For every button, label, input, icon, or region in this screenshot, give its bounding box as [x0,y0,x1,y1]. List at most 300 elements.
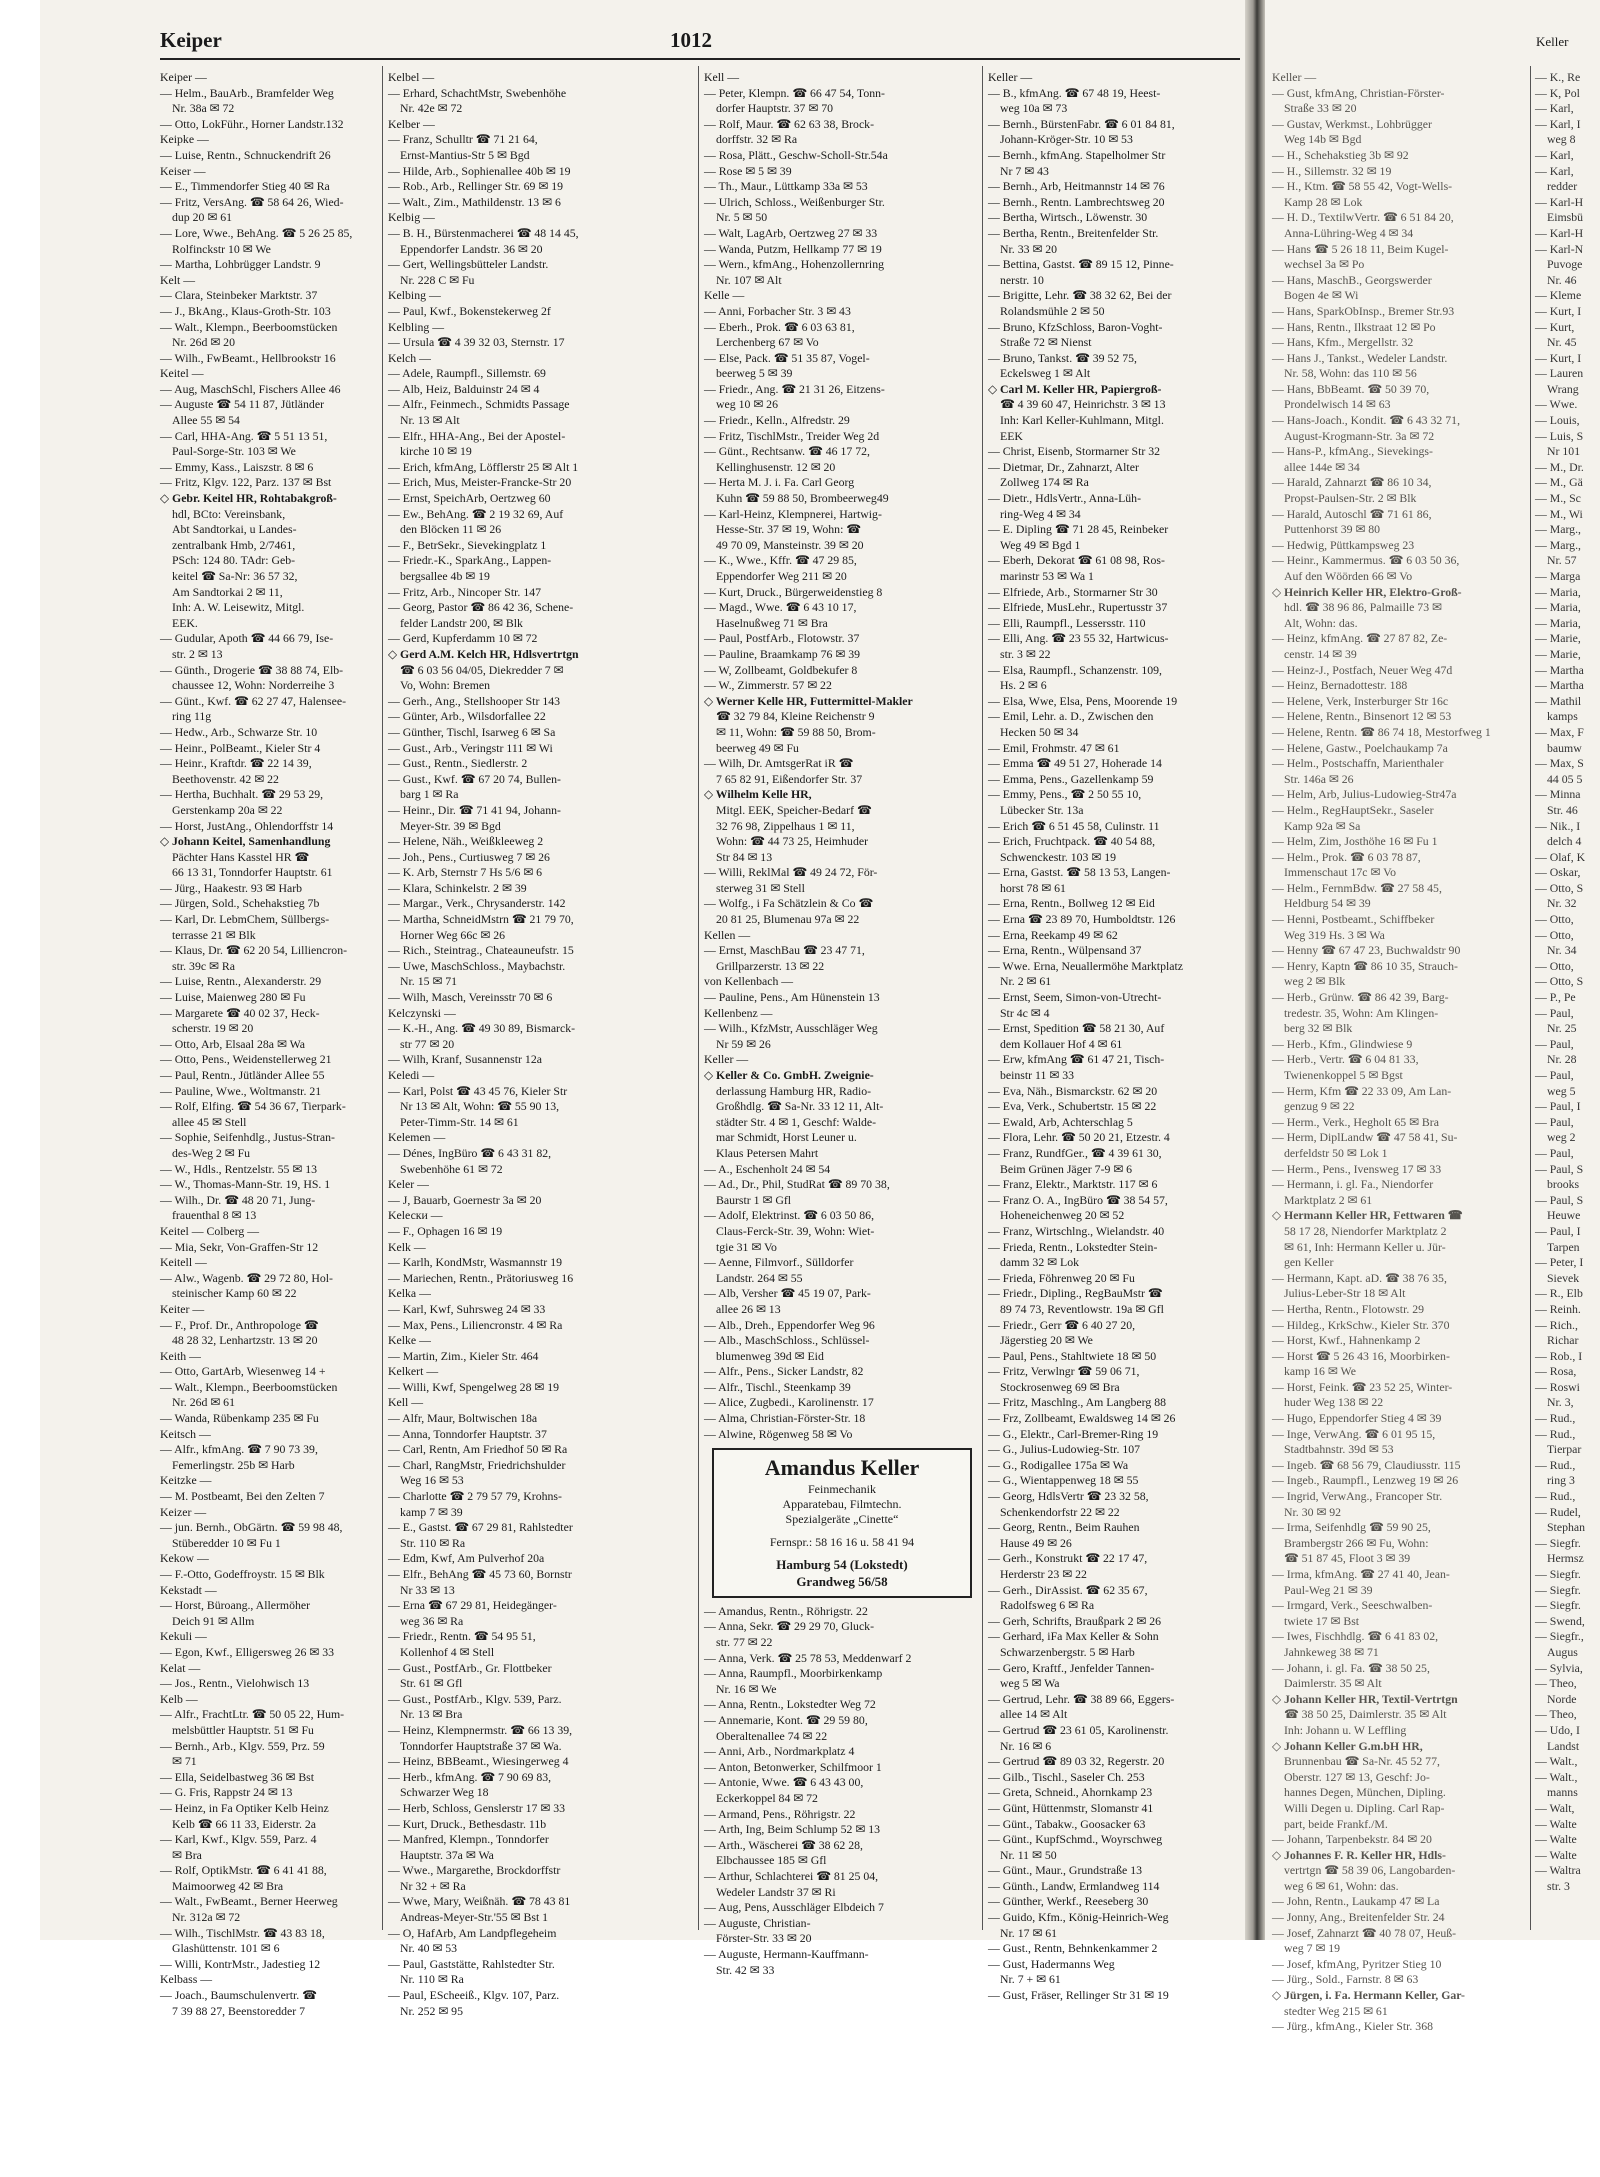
directory-entry: Julius-Leber-Str 18 ✉ Alt [1284,1286,1406,1301]
directory-entry: städter Str. 4 ✉ 1, Geschf: Walde- [716,1114,877,1129]
directory-entry: — Elli, Raumpfl., Lessersstr. 110 [988,615,1146,630]
directory-entry: — Elsa, Wwe, Elsa, Pens, Moorende 19 [988,693,1178,708]
directory-entry: Kelbing — [388,288,441,303]
directory-entry: — Klaus, Dr. ☎ 62 20 54, Lilliencron- [160,943,348,958]
directory-entry: — Günt., Rechtsanw. ☎ 46 17 72, [704,444,870,459]
directory-entry: Immenschaut 17c ✉ Vo [1284,865,1397,880]
directory-entry: — Eva, Verk., Schubertstr. 15 ✉ 22 [988,1099,1157,1114]
directory-entry: — B., kfmAng. ☎ 67 48 19, Heest- [988,85,1161,100]
directory-entry: — John, Rentn., Laukamp 47 ✉ La [1272,1894,1440,1909]
directory-entry: — Herb., Grünw. ☎ 86 42 39, Barg- [1272,990,1449,1005]
directory-entry: — Helene, Näh., Weißkleeweg 2 [388,834,544,849]
directory-entry: — M., Gä [1535,475,1583,490]
directory-entry: Stüberedder 10 ✉ Fu 1 [172,1535,281,1550]
directory-entry: vertrtgn ☎ 58 39 06, Langobarden- [1284,1863,1456,1878]
directory-entry: ✉ 61, Inh: Hermann Keller u. Jür- [1284,1239,1446,1254]
directory-entry: — Manfred, Klempn., Tonndorfer [388,1832,549,1847]
directory-entry: — Christ, Eisenb, Stormarner Str 32 [988,444,1161,459]
directory-entry: ☎ 51 87 45, Floot 3 ✉ 39 [1284,1551,1411,1566]
directory-entry: — Alb., Dreh., Eppendorfer Weg 96 [704,1317,875,1332]
directory-entry: Haselnußweg 71 ✉ Bra [716,615,828,630]
directory-entry: — Rolf, OptikMstr. ☎ 6 41 41 88, [160,1863,327,1878]
directory-entry: — Magd., Wwe. ☎ 6 43 10 17, [704,600,857,615]
directory-entry: — Rosa, [1535,1364,1577,1379]
directory-entry: — Bernh., BürstenFabr. ☎ 6 01 84 81, [988,116,1175,131]
directory-entry: Keller — [1272,70,1317,84]
directory-entry: beerweg 5 ✉ 39 [716,366,793,381]
directory-entry: Norde [1547,1691,1577,1706]
directory-entry: — Alfr., Tischl., Steenkamp 39 [704,1379,851,1394]
directory-entry: Stockrosenweg 69 ✉ Bra [1000,1379,1120,1394]
ad-line: Spezialgeräte „Cinette“ [785,1511,899,1526]
directory-entry: Herderstr 23 ✉ 22 [1000,1567,1087,1581]
directory-entry: Willi Degen u. Dipling. Carl Rap- [1284,1800,1445,1815]
directory-entry: kamp 16 ✉ We [1284,1364,1356,1379]
directory-entry: ☎ 32 79 84, Kleine Reichenstr 9 [716,709,875,724]
directory-entry: derlassung Hamburg HR, Radio- [716,1083,872,1098]
left-margin [0,0,40,1940]
directory-entry: tgie 31 ✉ Vo [716,1239,777,1254]
directory-entry: — Siegfr. [1535,1535,1581,1550]
directory-entry: Keitel — [160,366,204,381]
directory-entry: — M., Sc [1535,491,1581,506]
directory-entry: — Johann, Tarpenbekstr. 84 ✉ 20 [1272,1832,1432,1847]
directory-entry: — Friedr., Kelln., Alfredstr. 29 [704,413,850,428]
right-page-keyword: Keller [1536,34,1569,49]
directory-entry: Nr. 30 ✉ 92 [1284,1504,1342,1519]
directory-entry: ◇ Hermann Keller HR, Fettwaren ☎ [1272,1208,1463,1223]
directory-entry: Keitell — [160,1255,207,1270]
directory-entry: Tarpen [1547,1239,1580,1254]
directory-entry: — Heinz, BBBeamt., Wiesingerweg 4 [388,1754,569,1769]
directory-entry: Prondelwisch 14 ✉ 63 [1284,397,1391,412]
directory-entry: delch 4 [1547,834,1582,849]
directory-entry: Hesse-Str. 37 ✉ 19, Wohn: ☎ [716,522,861,537]
directory-entry: — Fritz, Maschlng., Am Langberg 88 [988,1395,1167,1410]
directory-entry: — Jos., Rentn., Vielohwisch 13 [160,1676,310,1691]
directory-entry: — Harald, Autoschl ☎ 71 61 86, [1272,506,1432,521]
directory-entry: Nr. 26d ✉ 20 [172,335,235,350]
directory-entry: — Bertha, Wirtsch., Löwenstr. 30 [988,210,1148,225]
directory-entry: Allee 55 ✉ 54 [172,413,240,428]
directory-entry: — Iwes, Fischhdlg. ☎ 6 41 83 02, [1272,1629,1439,1644]
directory-entry: — Hedwig, Püttkampsweg 23 [1272,537,1415,552]
directory-entry: — Ernst, Spedition ☎ 58 21 30, Auf [988,1021,1165,1036]
directory-entry: — Bernh., Arb., Klgv. 559, Prz. 59 [160,1738,325,1753]
directory-entry: — Harald, Zahnarzt ☎ 86 10 34, [1272,475,1432,490]
directory-entry: — Otto, Arb, Elsaal 28a ✉ Wa [160,1036,306,1051]
directory-entry: Nr. 15 ✉ 71 [400,974,458,989]
directory-entry: — Elfriede, MusLehr., Rupertusstr 37 [988,600,1168,615]
directory-entry: — Otto, Pens., Weidenstellerweg 21 [160,1052,332,1067]
directory-entry: — Erna, Gastst. ☎ 58 13 53, Langen- [988,865,1171,880]
directory-entry: — Roswi [1535,1379,1580,1394]
directory-entry: — Karl, Kwf., Klgv. 559, Parz. 4 [160,1832,317,1847]
directory-entry: Twienenkoppel 5 ✉ Bgst [1284,1068,1403,1082]
directory-entry: Weg 319 Hs. 3 ✉ Wa [1284,927,1385,942]
directory-entry: — Heinr., Dir. ☎ 71 41 94, Johann- [388,802,561,817]
directory-entry: — Georg, Rentn., Beim Rauhen [988,1520,1140,1535]
directory-entry: — Anni, Arb., Nordmarkplatz 4 [704,1744,855,1759]
header-keyword: Keiper [160,28,222,52]
directory-entry: Kekuli — [160,1629,207,1644]
directory-entry: Nr. 57 [1547,553,1577,568]
directory-entry: scherstr. 19 ✉ 20 [172,1021,254,1036]
directory-entry: melsbüttler Hauptstr. 51 ✉ Fu [172,1722,314,1737]
directory-entry: Mitgl. EEK, Speicher-Bedarf ☎ [716,802,872,817]
directory-entry: Oberaltenallee 74 ✉ 22 [716,1728,828,1743]
directory-entry: Nr 33 ✉ 13 [400,1582,455,1597]
directory-entry: — Hildeg., KrkSchw., Kieler Str. 370 [1272,1317,1450,1332]
directory-entry: — Günt, Hüttenmstr, Slomanstr 41 [988,1800,1154,1815]
directory-entry: — Wilh, Masch, Vereinsstr 70 ✉ 6 [388,990,553,1005]
directory-entry: Förster-Str. 33 ✉ 20 [716,1931,812,1946]
directory-entry: den Blöcken 11 ✉ 26 [400,522,502,537]
directory-entry: — Emmy, Kass., Laiszstr. 8 ✉ 6 [160,459,314,474]
directory-entry: Kelk — [388,1239,426,1254]
directory-entry: — jun. Bernh., ObGärtn. ☎ 59 98 48, [160,1520,343,1535]
directory-entry: barg 1 ✉ Ra [400,787,459,802]
directory-entry: — Gertrud ☎ 23 61 05, Karolinenstr. [988,1722,1169,1737]
directory-entry: Sievek [1547,1270,1580,1285]
directory-entry: allee 26 ✉ 13 [716,1301,781,1316]
directory-entry: — Paul, [1535,1036,1574,1051]
directory-entry: — Horst, JustAng., Ohlendorffstr 14 [160,818,334,833]
directory-entry: — Kleme [1535,288,1582,303]
directory-entry: — Peter, Klempn. ☎ 66 47 54, Tonn- [704,85,885,100]
directory-entry: Wedeler Landstr 37 ✉ Ri [716,1884,836,1899]
directory-entry: — Karl-N [1535,241,1584,256]
directory-entry: — Henny ☎ 67 47 23, Buchwaldstr 90 [1272,943,1461,958]
directory-entry: — K., Wwe., Kffr. ☎ 47 29 85, [704,553,857,568]
directory-entry: — Rud., [1535,1489,1576,1504]
directory-entry: — Paul, [1535,1005,1574,1020]
directory-entry: Nr. 16 ✉ We [716,1681,777,1696]
directory-entry: Kelka — [388,1286,431,1301]
directory-entry: — Franz, Schulltr ☎ 71 21 64, [388,132,538,147]
directory-entry: Alt, Wohn: das. [1284,615,1358,630]
directory-entry: — G., Elektr., Carl-Bremer-Ring 19 [988,1426,1159,1441]
directory-entry: — Hertha, Rentn., Flotowstr. 29 [1272,1301,1425,1316]
directory-entry: — Wolfg., i Fa Schätzlein & Co ☎ [704,896,874,911]
directory-entry: — Hedw., Arb., Schwarze Str. 10 [160,724,318,739]
directory-entry: — Paul, I [1535,1099,1581,1114]
directory-entry: — Kurt, [1535,319,1575,334]
directory-entry: — Hans J., Tankst., Wedeler Landstr. [1272,350,1448,365]
directory-entry: — G. Fris, Rappstr 24 ✉ 13 [160,1785,293,1800]
directory-entry: — Karl, [1535,147,1574,162]
directory-entry: huder Weg 138 ✉ 22 [1284,1395,1384,1410]
directory-entry: — Joh., Pens., Curtiusweg 7 ✉ 26 [388,849,550,864]
directory-entry: ☎ 6 03 56 04/05, Diekredder 7 ✉ [400,662,564,677]
directory-entry: — F.-Otto, Godeffroystr. 15 ✉ Blk [160,1567,325,1581]
directory-entry: — Karl, I [1535,116,1581,131]
column-6-cut-off [1535,70,1600,1930]
directory-entry: — Jürg., Sold., Farnstr. 8 ✉ 63 [1272,1972,1419,1987]
directory-entry: Abt Sandtorkai, u Landes- [172,522,297,537]
directory-entry: — Heinz, Klempnermstr. ☎ 66 13 39, [388,1722,573,1737]
directory-entry: — Else, Pack. ☎ 51 35 87, Vogel- [704,350,870,365]
directory-entry: — Elsa, Raumpfl., Schanzenstr. 109, [988,662,1162,677]
directory-entry: — Walt, [1535,1800,1575,1815]
directory-entry: — Pauline, Wwe., Woltmanstr. 21 [160,1083,322,1098]
directory-entry: — Carl, HHA-Ang. ☎ 5 51 13 51, [160,428,328,443]
directory-entry: — Gust., Arb., Veringstr 111 ✉ Wi [388,740,553,755]
directory-entry: Kekow — [160,1551,209,1566]
directory-entry: PSch: 124 80. TAdr: Geb- [172,553,296,568]
directory-entry: — Arthur, Schlachterei ☎ 81 25 04, [704,1868,879,1883]
directory-entry: Nr. 110 ✉ Ra [400,1972,464,1987]
directory-entry: Keith — [160,1348,201,1363]
directory-entry: Kellen — [704,927,751,942]
directory-entry: — K., Re [1535,70,1581,84]
directory-entry: — Ernst, SpeichArb, Oertzweg 60 [388,491,551,506]
directory-entry: — Horst, Büroang., Allermöher [160,1598,311,1613]
directory-entry: — Günth., Landw, Ermlandweg 114 [988,1878,1160,1893]
directory-entry: — Helm, Zim, Josthöhe 16 ✉ Fu 1 [1272,834,1438,849]
directory-entry: — Günt., Kwf. ☎ 62 27 47, Halensee- [160,693,347,708]
directory-entry: — Georg, Pastor ☎ 86 42 36, Schene- [388,600,574,615]
directory-entry: — W., Hdls., Rentzelstr. 55 ✉ 13 [160,1161,318,1176]
directory-entry: Nr. 252 ✉ 95 [400,2003,463,2018]
directory-entry: Nr. 3, [1547,1395,1574,1410]
directory-entry: Wohn: ☎ 44 73 25, Heimhuder [716,834,869,849]
directory-entry: — Bernh., Rentn. Lambrechtsweg 20 [988,194,1165,209]
directory-entry: — Franz, Wirtschlng., Wielandstr. 40 [988,1223,1165,1238]
directory-entry: — W., Zimmerstr. 57 ✉ 22 [704,678,832,693]
directory-entry: — Gerh., Konstrukt ☎ 22 17 47, [988,1551,1148,1566]
directory-entry: — Alfr, Maur, Boltwischen 18a [388,1411,538,1426]
directory-entry: — Martha [1535,678,1584,693]
directory-entry: — Helm., Prok. ☎ 6 03 78 87, [1272,849,1421,864]
directory-entry: — Elfr., BehAng ☎ 45 73 60, Bornstr [388,1567,572,1581]
directory-entry: — Otto, GartArb, Wiesenweg 14 + [160,1364,326,1379]
directory-entry: — Anna, Raumpfl., Moorbirkenkamp [704,1666,883,1681]
directory-entry: — Helene, Verk, Insterburger Str 16c [1272,693,1449,708]
directory-entry: — Hugo, Eppendorfer Stieg 4 ✉ 39 [1272,1411,1442,1426]
directory-entry: Nr. 26d ✉ 61 [172,1395,235,1410]
directory-entry: horst 78 ✉ 61 [1000,880,1066,895]
directory-entry: Horner Weg 66c ✉ 26 [400,927,506,942]
directory-entry: — Margarete ☎ 40 02 37, Heck- [160,1005,320,1020]
directory-entry: — Arth, Ing, Beim Schlump 52 ✉ 13 [704,1822,881,1837]
directory-entry: hannes Degen, München, Dipling. [1284,1785,1446,1800]
directory-entry: Anna-Lühring-Weg 4 ✉ 34 [1284,225,1414,240]
ad-title: Amandus Keller [764,1455,920,1481]
directory-entry: redder [1547,179,1578,194]
column-rule [698,66,699,1930]
directory-entry: — Eberh., Prok. ☎ 6 03 63 81, [704,319,855,334]
directory-entry: ◇ Carl M. Keller HR, Papiergroß- [988,381,1162,396]
directory-entry: — Siegfr. [1535,1567,1581,1581]
directory-entry: — Erich, Mus, Meister-Francke-Str 20 [388,475,572,490]
directory-entry: ring-Weg 4 ✉ 34 [1000,506,1081,521]
directory-entry: — Walt., FwBeamt., Berner Heerweg [160,1894,338,1909]
directory-entry: — Erna, Reekamp 49 ✉ 62 [988,927,1118,942]
directory-entry: — Jürgen, Sold., Schehakstieg 7b [160,896,320,911]
directory-entry: — Alw., Wagenb. ☎ 29 72 80, Hol- [160,1270,333,1285]
directory-entry: Pächter Hans Kasstel HR ☎ [172,849,310,864]
directory-entry: — Aug, MaschSchl, Fischers Allee 46 [160,381,341,396]
page-number: 1012 [670,28,712,52]
column-1 [160,70,378,2018]
directory-entry: Heuwe [1547,1208,1581,1223]
directory-entry: — Gust., PostfArb., Gr. Flottbeker [388,1660,552,1675]
directory-entry: — Hilde, Arb., Sophienallee 40b ✉ 19 [388,163,571,178]
directory-entry: — K.-H., Ang. ☎ 49 30 89, Bismarck- [388,1021,576,1036]
directory-entry: — Margar., Verk., Chrysanderstr. 142 [388,896,566,911]
directory-entry: Nr. 42e ✉ 72 [400,101,463,116]
directory-entry: bergsallee 4b ✉ 19 [400,569,490,583]
directory-entry: weg 7 ✉ 19 [1284,1941,1341,1956]
directory-entry: — Frieda, Rentn., Lokstedter Stein- [988,1239,1158,1254]
directory-entry: Großhdlg. ☎ Sa-Nr. 33 12 11, Alt- [716,1099,884,1114]
amandus-keller-advertisement [712,1448,972,1598]
directory-entry: Beim Grünen Jäger 7-9 ✉ 6 [1000,1161,1133,1176]
directory-entry: — R., Elb [1535,1286,1583,1301]
directory-entry: — Johann, i. gl. Fa. ☎ 38 50 25, [1272,1660,1430,1675]
directory-entry: str. 39c ✉ Ra [172,958,235,973]
directory-entry: ◇ Heinrich Keller HR, Elektro-Groß- [1272,584,1462,599]
directory-entry: kamps [1547,709,1578,724]
directory-entry: — H., Ktm. ☎ 58 55 42, Vogt-Wells- [1272,179,1453,194]
directory-entry: — E. Dipling ☎ 71 28 45, Reinbeker [988,522,1169,537]
directory-entry: — Walte [1535,1832,1577,1847]
directory-entry: — Emma ☎ 49 51 27, Hoherade 14 [988,756,1162,771]
directory-entry: — Charlotte ☎ 2 79 57 79, Krohns- [388,1489,562,1504]
directory-entry: — Ernst, MaschBau ☎ 23 47 71, [704,943,865,958]
directory-entry: — M., Wi [1535,506,1583,521]
directory-entry: — Erna, Rentn., Wülpensand 37 [988,943,1142,958]
directory-entry: — Maria, [1535,615,1581,630]
directory-entry: Kelch — [388,350,431,365]
directory-entry: Puttenhorst 39 ✉ 80 [1284,522,1381,537]
directory-entry: Marktplatz 2 ✉ 61 [1284,1192,1373,1207]
directory-entry: — Theo, [1535,1707,1577,1722]
directory-entry: — Helene, Gastw., Poelchaukamp 7a [1272,740,1448,755]
directory-entry: — Ingeb. ☎ 68 56 79, Claudiusstr. 115 [1272,1457,1461,1472]
directory-entry: — Helene, Rentn., Binsenort 12 ✉ 53 [1272,709,1452,724]
directory-entry: — Jürg., Haakestr. 93 ✉ Harb [160,880,303,895]
directory-entry: — Anton, Betonwerker, Schilfmoor 1 [704,1759,882,1774]
directory-entry: Klaus Petersen Mahrt [716,1145,819,1160]
directory-entry: — Alwine, Rögenweg 58 ✉ Vo [704,1426,853,1441]
directory-entry: Nr. 32 [1547,896,1577,911]
directory-entry: — Alfr., Pens., Sicker Landstr, 82 [704,1364,864,1379]
directory-entry: — E., Gastst. ☎ 67 29 81, Rahlstedter [388,1520,573,1535]
directory-entry: — M., Dr. [1535,459,1584,474]
directory-entry: — F., Ophagen 16 ✉ 19 [388,1223,503,1238]
directory-entry: — Bruno, KfzSchloss, Baron-Voght- [988,319,1163,334]
directory-entry: — Rud., [1535,1426,1576,1441]
directory-entry: Keiper — [160,70,207,84]
directory-entry: — Josef, kfmAng, Pyritzer Stieg 10 [1272,1956,1442,1971]
directory-entry: Keizer — [160,1504,207,1519]
directory-entry: Heldburg 54 ✉ 39 [1284,896,1371,911]
directory-entry: weg 10a ✉ 73 [1000,101,1068,116]
directory-entry: allee 14 ✉ Alt [1000,1707,1068,1722]
directory-entry: Paul-Weg 21 ✉ 39 [1284,1582,1373,1597]
directory-entry: — Marg., [1535,537,1581,552]
directory-entry: — Marga [1535,569,1581,583]
directory-entry: Weg 49 ✉ Bgd 1 [1000,537,1081,552]
directory-entry: — Dietmar, Dr., Zahnarzt, Alter [988,459,1139,474]
directory-entry: — Mariechen, Rentn., Prätoriusweg 16 [388,1270,574,1285]
directory-entry: — Heinr., Kammermus. ☎ 6 03 50 36, [1272,553,1460,568]
directory-entry: felder Landstr 200, ✉ Blk [400,615,523,630]
directory-entry: — Hertha, Buchhalt. ☎ 29 53 29, [160,787,324,802]
directory-entry: ring 11g [172,709,212,724]
directory-entry: — Wwe. Erna, Neuallermöhe Marktplatz [988,958,1184,973]
column-rule [982,66,983,1930]
directory-entry: Rolfinckstr 10 ✉ We [172,241,271,256]
directory-entry: — Elfriede, Arb., Stormarner Str 30 [988,584,1158,599]
directory-entry: — Herb., Kfm., Glindwiese 9 [1272,1036,1413,1051]
directory-entry: Auf den Wöörden 66 ✉ Vo [1284,569,1413,583]
directory-entry: — Otto, [1535,912,1574,927]
directory-entry: — Otto, [1535,958,1574,973]
directory-entry: ✉ 71 [172,1754,197,1769]
directory-entry: — Karl-H [1535,225,1584,240]
directory-entry: Kelt — [160,272,196,287]
directory-entry: — Walte [1535,1816,1577,1831]
directory-entry: — Gert, Wellingsbütteler Landstr. [388,257,549,272]
directory-entry: Keitel — Colberg — [160,1223,260,1238]
directory-entry: tredestr. 35, Wohn: Am Klingen- [1284,1005,1439,1020]
directory-entry: — Horst, Feink. ☎ 23 52 25, Winter- [1272,1379,1453,1394]
directory-entry: — Max, S [1535,756,1584,771]
directory-entry: — Guido, Kfm., König-Heinrich-Weg [988,1910,1169,1925]
directory-entry: Eimsbü [1547,210,1584,225]
directory-entry: — Emma, Pens., Gazellenkamp 59 [988,771,1154,786]
directory-entry: — Anna, Verk. ☎ 25 78 53, Meddenwarf 2 [704,1650,912,1665]
directory-entry: ring 3 [1547,1473,1575,1488]
directory-entry: Am Sandtorkai 2 ✉ 11, [172,584,283,599]
directory-entry: — Paul, [1535,1145,1574,1160]
directory-entry: — Maria, [1535,600,1581,615]
directory-entry: — Paul, Pens., Stahltwiete 18 ✉ 50 [988,1348,1157,1363]
directory-entry: frauenthal 8 ✉ 13 [172,1208,257,1223]
directory-entry: weg 5 [1547,1083,1576,1098]
directory-entry: — K. Arb, Sternstr 7 Hs 5/6 ✉ 6 [388,865,543,880]
directory-entry: 58 17 28, Niendorfer Marktplatz 2 [1284,1223,1447,1238]
directory-entry: Hoheneichenweg 20 ✉ 52 [1000,1208,1125,1223]
directory-entry: — Gerh, Schrifts, Braußpark 2 ✉ 26 [988,1613,1162,1628]
directory-entry: — Herta M. J. i. Fa. Carl Georg [704,475,855,490]
column-3-bottom-list [704,1604,978,1978]
directory-entry: — Alb, Heiz, Balduinstr 24 ✉ 4 [388,381,540,396]
directory-entry: — A., Eschenholt 24 ✉ 54 [704,1161,831,1176]
directory-entry: Kelkert — [388,1364,439,1379]
directory-entry: — Martin, Zim., Kieler Str. 464 [388,1348,539,1363]
directory-entry: Weg 16 ✉ 53 [400,1473,464,1488]
directory-entry: 48 28 32, Lenhartzstr. 13 ✉ 20 [172,1333,318,1348]
directory-entry: — Wilh., KfzMstr, Ausschläger Weg [704,1021,878,1036]
directory-entry: — H., Sillemstr. 32 ✉ 19 [1272,163,1392,178]
directory-entry: Nr. 28 [1547,1052,1577,1067]
directory-entry: keitel ☎ Sa-Nr: 36 57 32, [172,569,298,583]
directory-entry: — Günt., Maur., Grundstraße 13 [988,1863,1142,1878]
directory-entry: Jahnkeweg 38 ✉ 71 [1284,1644,1379,1659]
directory-entry: — Wilh, Dr. AmtsgerRat iR ☎ [704,756,854,771]
directory-entry: — Mathil [1535,693,1582,708]
directory-entry: Nr. 107 ✉ Alt [716,272,782,287]
directory-entry: Bogen 4e ✉ Wi [1284,288,1359,303]
directory-entry: Schenkendorfstr 22 ✉ 22 [1000,1504,1120,1519]
directory-entry: — Luise, Rentn., Schnuckendrift 26 [160,147,331,162]
directory-entry: Keledi — [388,1068,435,1082]
directory-entry: baumw [1547,740,1582,755]
